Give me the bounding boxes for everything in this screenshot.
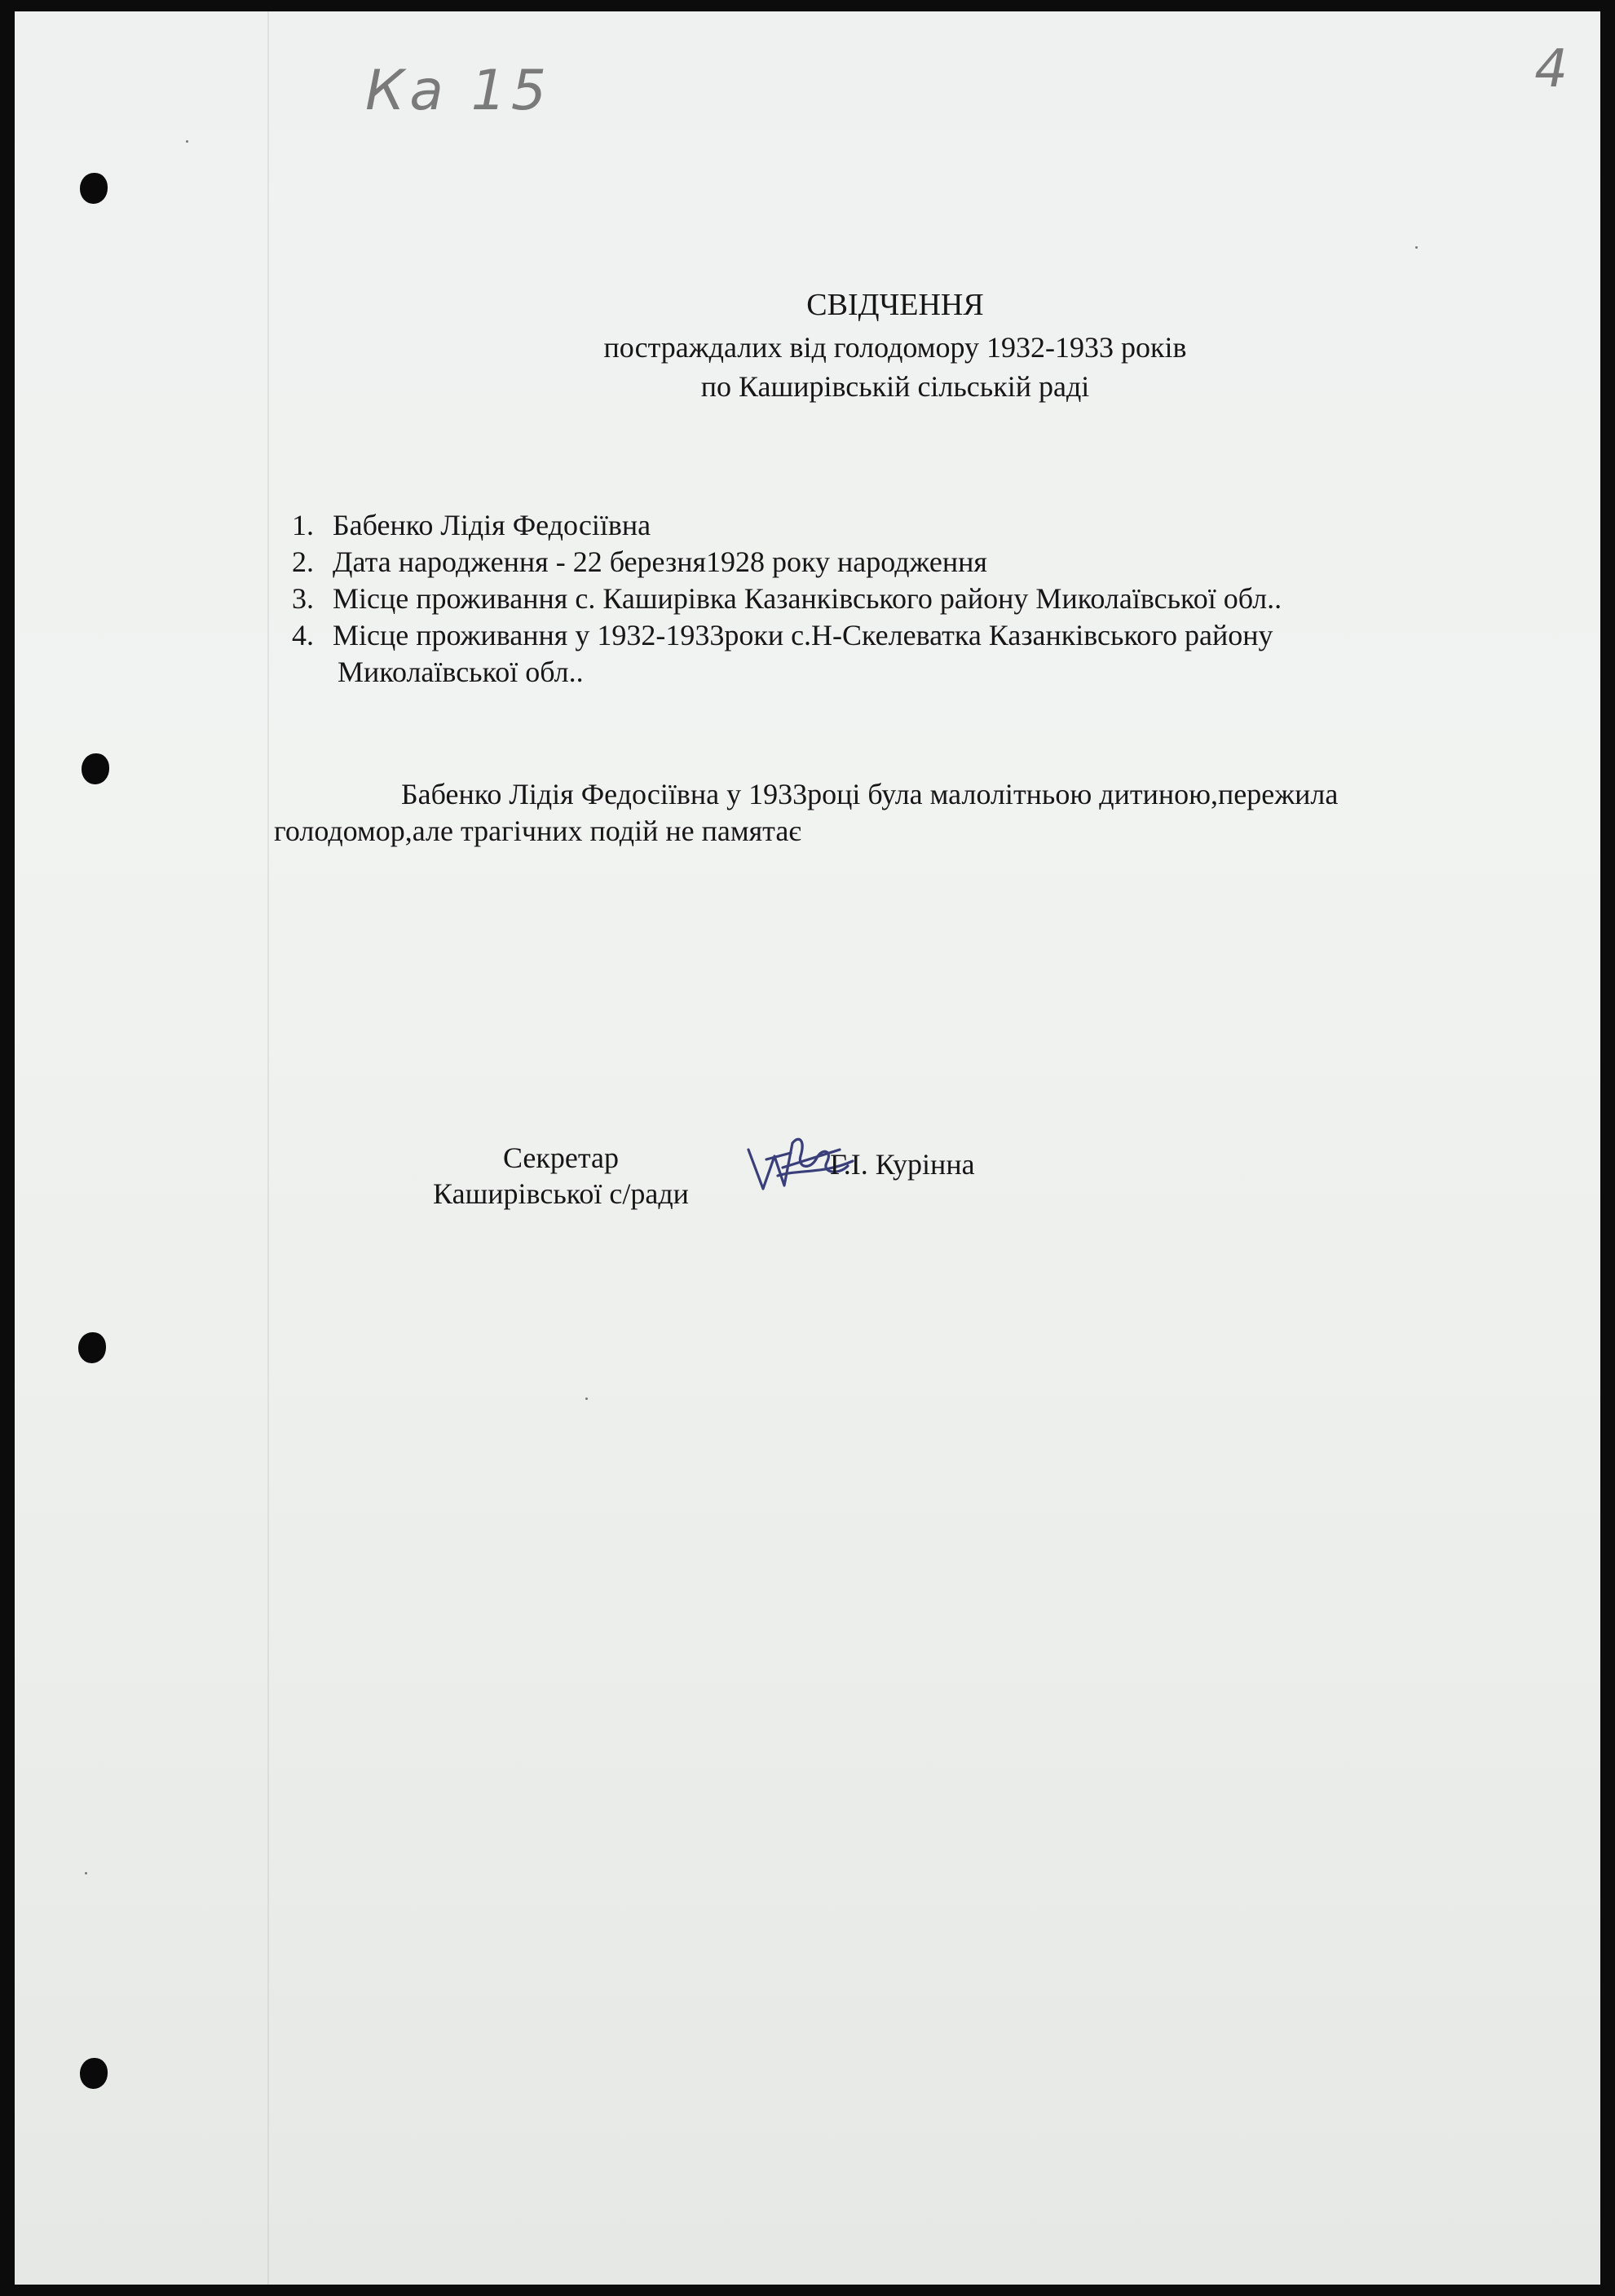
paper-speck xyxy=(85,1872,87,1874)
list-item-number: 3. xyxy=(292,582,314,615)
subtitle-line: по Каширівській сільській раді xyxy=(700,370,1090,403)
statement-line: голодомор,але трагічних подій не памятає xyxy=(274,815,801,847)
position-line: Каширівської с/ради xyxy=(433,1177,689,1210)
punch-hole xyxy=(82,753,109,784)
punch-hole xyxy=(80,173,108,204)
paper-speck xyxy=(1415,246,1418,249)
document-page xyxy=(15,11,1600,2285)
statement-line xyxy=(274,776,1480,813)
punch-hole xyxy=(80,2058,108,2089)
list-item-text: Бабенко Лідія Федосіївна xyxy=(333,509,651,541)
paper-speck xyxy=(585,1397,588,1400)
sheet-number-annotation: 4 xyxy=(1534,39,1568,99)
archive-code-annotation: Ка 15 xyxy=(365,59,552,123)
list-item xyxy=(276,507,1417,544)
list-item-number: 2. xyxy=(292,545,314,578)
list-item xyxy=(276,581,1417,617)
list-item-number: 4. xyxy=(292,619,314,651)
signatory-name: Г.І. Курінна xyxy=(830,1148,975,1181)
statement-line-text: Бабенко Лідія Федосіївна у 1933році була малолітньою дитиною,пережила xyxy=(401,778,1339,810)
position-line: Секретар xyxy=(502,1141,620,1174)
statement-paragraph xyxy=(274,776,1480,850)
info-list xyxy=(276,507,1417,691)
document-title: СВІДЧЕННЯ xyxy=(806,288,984,322)
document-subtitle xyxy=(15,328,1600,406)
signatory-position xyxy=(406,1140,716,1212)
list-item-text: Місце проживання у 1932-1933роки с.Н-Скелеватка Казанківського району xyxy=(333,619,1273,651)
list-item-text: Місце проживання с. Каширівка Казанківського району Миколаївської обл.. xyxy=(333,582,1282,615)
list-item-continuation: Миколаївської обл.. xyxy=(338,656,584,688)
list-item xyxy=(276,544,1417,581)
list-item xyxy=(276,617,1417,691)
list-item-number: 1. xyxy=(292,509,314,541)
subtitle-line: постраждалих від голодомору 1932-1933 років xyxy=(603,331,1187,364)
paper-speck xyxy=(186,140,188,143)
list-item-text: Дата народження - 22 березня1928 року народження xyxy=(333,545,987,578)
punch-hole xyxy=(78,1332,106,1363)
